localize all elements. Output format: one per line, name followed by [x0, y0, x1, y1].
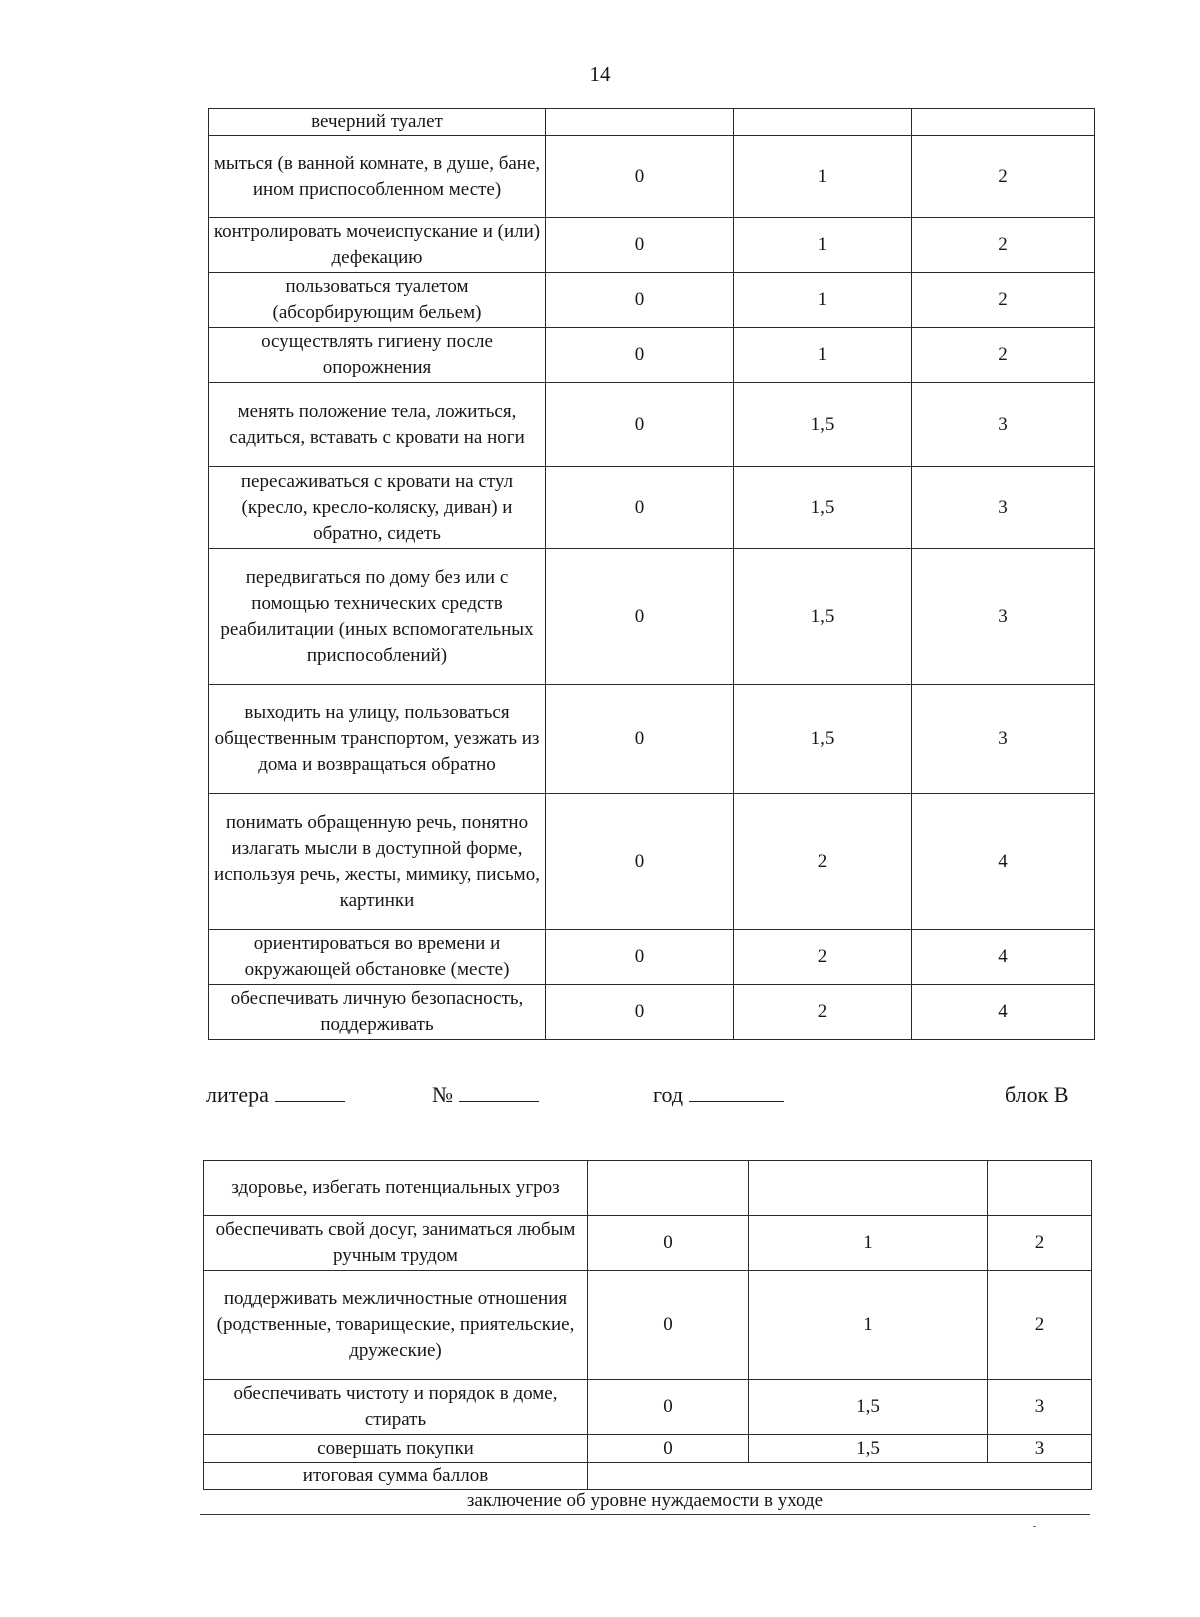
activity-label: менять положение тела, ложиться, садиться, вставать с кровати на ноги: [209, 383, 546, 467]
score-table-bottom: [203, 1160, 1092, 1490]
activity-label: осуществлять гигиену после опорожнения: [209, 328, 546, 383]
score-full: 3: [988, 1380, 1092, 1435]
conclusion-line: заключение об уровне нуждаемости в уходе: [200, 1488, 1090, 1515]
table-row: [209, 109, 1095, 136]
score-none: 0: [588, 1216, 749, 1271]
score-partial: 1: [734, 328, 912, 383]
total-row: [204, 1463, 1092, 1490]
activity-label: контролировать мочеиспускание и (или) дефекацию: [209, 218, 546, 273]
score-none: 0: [546, 383, 734, 467]
litera-field: [206, 1082, 345, 1108]
activity-label: обеспечивать чистоту и порядок в доме, стирать: [204, 1380, 588, 1435]
number-blank[interactable]: [459, 1083, 539, 1102]
activity-label: пересаживаться с кровати на стул (кресло, кресло-коляску, диван) и обратно, сидеть: [209, 467, 546, 549]
score-none: 0: [546, 794, 734, 930]
score-full: [912, 109, 1095, 136]
activity-label: выходить на улицу, пользоваться общественным транспортом, уезжать из дома и возвращаться обратно: [209, 685, 546, 794]
activity-label: понимать обращенную речь, понятно излагать мысли в доступной форме, используя речь, жесты, мимику, письмо, картинки: [209, 794, 546, 930]
score-partial: [749, 1161, 988, 1216]
page-number: 14: [589, 62, 611, 86]
litera-blank[interactable]: [275, 1083, 345, 1102]
year-blank[interactable]: [689, 1083, 784, 1102]
scan-speck: [1033, 1526, 1036, 1527]
table-row: [204, 1380, 1092, 1435]
score-partial: [734, 109, 912, 136]
score-full: 4: [912, 985, 1095, 1040]
table-row: [204, 1271, 1092, 1380]
score-full: 3: [912, 685, 1095, 794]
score-none: 0: [546, 549, 734, 685]
block-label: блок В: [1005, 1082, 1069, 1107]
table-row: [204, 1216, 1092, 1271]
table-row: [209, 985, 1095, 1040]
score-none: [588, 1161, 749, 1216]
score-none: 0: [546, 136, 734, 218]
score-partial: 1: [749, 1271, 988, 1380]
score-partial: 1,5: [734, 467, 912, 549]
score-partial: 1,5: [734, 383, 912, 467]
score-partial: 1,5: [749, 1380, 988, 1435]
score-full: 3: [912, 383, 1095, 467]
score-full: 2: [988, 1271, 1092, 1380]
score-none: [546, 109, 734, 136]
score-partial: 2: [734, 930, 912, 985]
score-full: 2: [988, 1216, 1092, 1271]
table-row: [204, 1161, 1092, 1216]
year-field: [653, 1082, 784, 1108]
score-none: 0: [588, 1271, 749, 1380]
score-full: 4: [912, 794, 1095, 930]
table-row: [209, 273, 1095, 328]
activity-label: пользоваться туалетом (абсорбирующим бельем): [209, 273, 546, 328]
score-full: [988, 1161, 1092, 1216]
activity-label: обеспечивать личную безопасность, поддерживать: [209, 985, 546, 1040]
score-partial: 2: [734, 794, 912, 930]
score-partial: 1,5: [734, 685, 912, 794]
total-value[interactable]: [588, 1463, 1092, 1490]
activity-label: обеспечивать свой досуг, заниматься любым ручным трудом: [204, 1216, 588, 1271]
activity-label: здоровье, избегать потенциальных угроз: [204, 1161, 588, 1216]
score-none: 0: [546, 930, 734, 985]
score-full: 2: [912, 328, 1095, 383]
score-full: 2: [912, 273, 1095, 328]
table-row: [209, 136, 1095, 218]
year-label: год: [653, 1082, 684, 1107]
score-full: 3: [912, 549, 1095, 685]
table-row: [209, 930, 1095, 985]
score-partial: 1,5: [734, 549, 912, 685]
litera-label: литера: [206, 1082, 269, 1107]
score-full: 3: [988, 1435, 1092, 1463]
score-none: 0: [588, 1380, 749, 1435]
score-full: 2: [912, 218, 1095, 273]
table-row: [209, 218, 1095, 273]
activity-label: мыться (в ванной комнате, в душе, бане, ином приспособленном месте): [209, 136, 546, 218]
score-none: 0: [546, 328, 734, 383]
activity-label: вечерний туалет: [209, 109, 546, 136]
score-none: 0: [546, 467, 734, 549]
score-partial: 1,5: [749, 1435, 988, 1463]
score-partial: 1: [749, 1216, 988, 1271]
score-none: 0: [546, 218, 734, 273]
score-partial: 1: [734, 273, 912, 328]
table-row: [209, 328, 1095, 383]
score-partial: 1: [734, 136, 912, 218]
activity-label: передвигаться по дому без или с помощью технических средств реабилитации (иных вспомогательных приспособлений): [209, 549, 546, 685]
total-label: итоговая сумма баллов: [204, 1463, 588, 1490]
number-label: №: [432, 1082, 453, 1107]
score-partial: 2: [734, 985, 912, 1040]
table-row: [204, 1435, 1092, 1463]
table-row: [209, 794, 1095, 930]
score-none: 0: [546, 685, 734, 794]
score-none: 0: [546, 273, 734, 328]
table-row: [209, 383, 1095, 467]
score-table-top: [208, 108, 1095, 1040]
score-none: 0: [546, 985, 734, 1040]
score-full: 4: [912, 930, 1095, 985]
table-row: [209, 685, 1095, 794]
score-full: 2: [912, 136, 1095, 218]
score-full: 3: [912, 467, 1095, 549]
activity-label: ориентироваться во времени и окружающей обстановке (месте): [209, 930, 546, 985]
table-row: [209, 467, 1095, 549]
activity-label: совершать покупки: [204, 1435, 588, 1463]
table-row: [209, 549, 1095, 685]
number-field: [432, 1082, 539, 1108]
activity-label: поддерживать межличностные отношения (родственные, товарищеские, приятельские, дружеские): [204, 1271, 588, 1380]
score-partial: 1: [734, 218, 912, 273]
score-none: 0: [588, 1435, 749, 1463]
